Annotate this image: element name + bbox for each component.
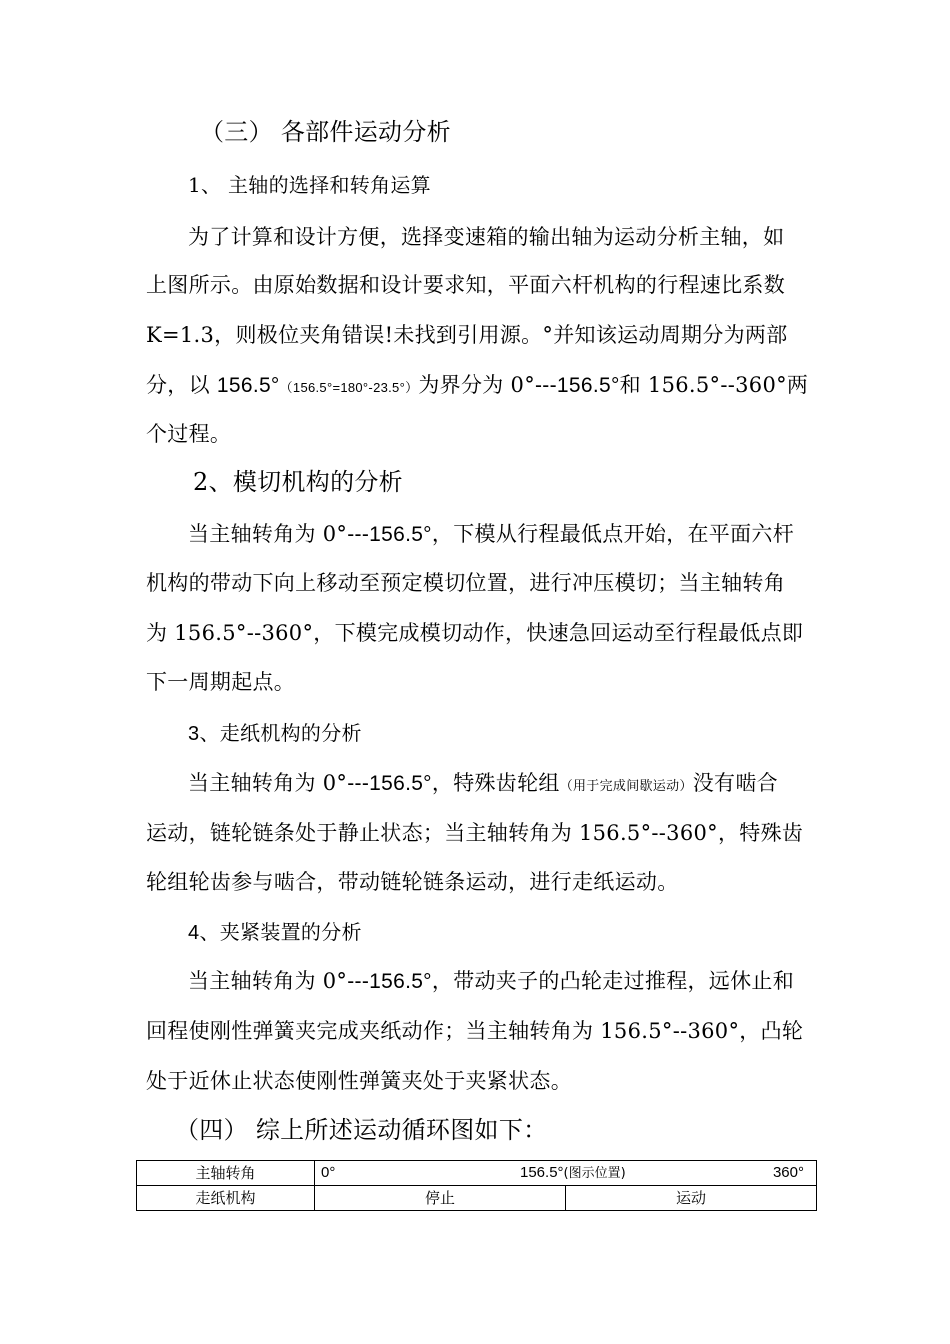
motion-cycle-table xyxy=(136,1160,817,1211)
table-row xyxy=(137,1161,817,1186)
row-label-main-shaft-angle: 主轴转角 xyxy=(137,1161,315,1186)
paragraph-line: 机构的带动下向上移动至预定模切位置，进行冲压模切；当主轴转角 xyxy=(146,571,785,595)
paragraph-line: 分，以 156.5°（156.5°=180°-23.5°）为界分为 0°---156.5°和 156.5°--360°两 xyxy=(146,373,809,397)
paragraph-line: 上图所示。由原始数据和设计要求知，平面六杆机构的行程速比系数 xyxy=(146,273,785,297)
paragraph-line: 为 156.5°--360°，下模完成模切动作，快速急回运动至行程最低点即 xyxy=(146,621,804,645)
paragraph-line: 当主轴转角为 0°---156.5°，特殊齿轮组（用于完成间歇运动）没有啮合 xyxy=(188,771,778,795)
angle-range-cell xyxy=(315,1161,817,1186)
paragraph-line: 当主轴转角为 0°---156.5°，下模从行程最低点开始，在平面六杆 xyxy=(188,522,794,546)
item-3-heading: 3、走纸机构的分析 xyxy=(188,721,362,745)
row-label-paper-feed: 走纸机构 xyxy=(137,1186,315,1211)
angle-end: 360° xyxy=(772,1164,804,1181)
table-row xyxy=(137,1186,817,1211)
item-2-heading: 2、模切机构的分析 xyxy=(193,468,403,496)
paragraph-line: 当主轴转角为 0°---156.5°，带动夹子的凸轮走过推程，远休止和 xyxy=(188,969,794,993)
phase-move-cell: 运动 xyxy=(566,1186,817,1211)
paragraph-line: 个过程。 xyxy=(146,422,232,446)
section-3-heading: （三） 各部件运动分析 xyxy=(200,118,451,146)
item-4-heading: 4、夹紧装置的分析 xyxy=(188,920,362,944)
paragraph-line: 轮组轮齿参与啮合，带动链轮链条运动，进行走纸运动。 xyxy=(146,870,679,894)
paragraph-line: 回程使刚性弹簧夹完成夹纸动作；当主轴转角为 156.5°--360°，凸轮 xyxy=(146,1019,804,1043)
paragraph-line: 处于近休止状态使刚性弹簧夹处于夹紧状态。 xyxy=(146,1069,572,1093)
angle-start: 0° xyxy=(321,1164,336,1181)
phase-stop-cell: 停止 xyxy=(315,1186,566,1211)
item-1-heading: 1、 主轴的选择和转角运算 xyxy=(188,173,431,197)
angle-mid: 156.5°(图示位置) xyxy=(520,1164,626,1181)
section-4-heading: （四） 综上所述运动循环图如下： xyxy=(175,1116,548,1144)
paragraph-line: K=1.3，则极位夹角错误!未找到引用源。°并知该运动周期分为两部 xyxy=(146,323,788,347)
paragraph-line: 下一周期起点。 xyxy=(146,670,296,694)
paragraph-line: 运动，链轮链条处于静止状态；当主轴转角为 156.5°--360°，特殊齿 xyxy=(146,821,804,845)
paragraph-line: 为了计算和设计方便，选择变速箱的输出轴为运动分析主轴，如 xyxy=(188,225,785,249)
